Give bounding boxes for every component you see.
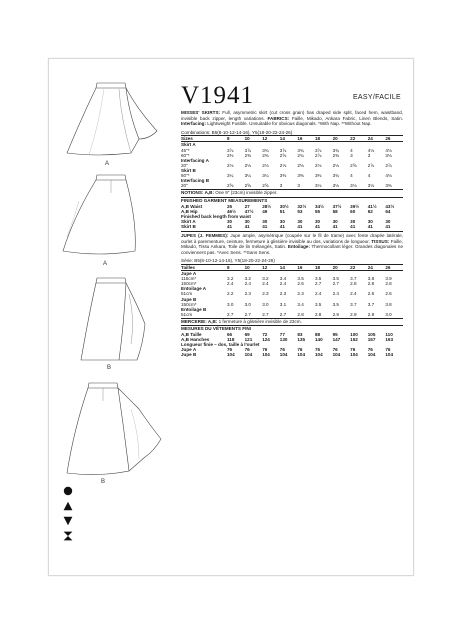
table-cell: 3 xyxy=(279,183,283,189)
table-cell: 62 xyxy=(367,208,373,214)
table-cell: 104 xyxy=(385,352,394,358)
table-cell: 2¾ xyxy=(297,152,304,158)
table-cell: 104 xyxy=(244,352,253,358)
table-cell: 2⅛ xyxy=(244,162,251,168)
table-cell: 118 xyxy=(227,337,235,343)
table-cell: 69 xyxy=(244,332,250,338)
english-yardage-table xyxy=(181,135,403,188)
size-header-cell: 22 xyxy=(350,136,368,142)
row-label: Skirt B xyxy=(181,167,196,173)
table-cell: 76 xyxy=(314,347,321,353)
table-cell: 88 xyxy=(314,332,321,338)
size-header-cell: 16 xyxy=(297,136,315,142)
table-cell: 3⅞ xyxy=(279,147,287,153)
table-cell: 3⅛ xyxy=(314,183,322,189)
table-cell: 76 xyxy=(227,347,233,353)
pattern-info xyxy=(181,83,403,358)
size-header-cell: 18 xyxy=(315,264,333,270)
row-label: Skirt B xyxy=(181,223,196,229)
finished-measurements-heading: MESURES DU VÊTEMENTS FINI xyxy=(181,325,403,332)
table-cell: 41½ xyxy=(367,203,377,209)
table-cell: 104 xyxy=(332,352,341,358)
combinations-line: Combinations: B5(8-10-12-14-16), Y5(18-20-22-24-26) xyxy=(181,129,293,135)
table-cell: 30 xyxy=(332,218,338,224)
table-cell: 104 xyxy=(262,352,270,358)
table-cell: 2.7 xyxy=(332,281,339,287)
triangle-up-icon xyxy=(63,501,73,511)
table-cell: 3.9 xyxy=(385,276,392,282)
table-cell: 3.1 xyxy=(279,301,287,307)
table-cell: 104 xyxy=(279,352,288,358)
row-label: Interfacing A xyxy=(181,157,209,163)
table-cell: 2.6 xyxy=(385,291,392,297)
table-cell: 2⅛ xyxy=(227,162,234,168)
row-label: Entoilage A xyxy=(181,286,207,292)
table-cell: 3⅞ xyxy=(314,147,322,153)
table-cell: 3⅞ xyxy=(244,147,251,153)
table-cell: 58 xyxy=(332,208,338,214)
figure-label: B xyxy=(107,365,112,371)
table-cell: 2.7 xyxy=(244,311,251,317)
interfacing-lead: Entoilage: xyxy=(287,244,311,250)
table-cell: 3⅞ xyxy=(227,147,234,153)
table-cell: 30 xyxy=(385,218,391,224)
table-cell: 26 xyxy=(227,203,233,209)
table-cell: 140 xyxy=(314,337,323,343)
table-cell: 2.3 xyxy=(244,291,251,297)
table-cell: 3.2 xyxy=(227,276,234,282)
table-cell: 53 xyxy=(297,208,303,214)
table-cell: 3⅛ xyxy=(350,183,357,189)
table-cell: 2⅞ xyxy=(314,152,322,158)
table-cell: 3⅛ xyxy=(367,183,375,189)
fabrics-lead: TISSUS: xyxy=(371,238,390,244)
table-cell: 3.0 xyxy=(385,311,392,317)
table-cell: 2⅜ xyxy=(227,152,234,158)
table-row xyxy=(181,352,403,357)
row-label: 51cm xyxy=(181,311,193,317)
table-cell: 2.8 xyxy=(314,311,322,317)
table-cell: 30 xyxy=(244,218,250,224)
table-cell: 27 xyxy=(244,203,250,209)
table-cell: 3⅜ xyxy=(279,173,287,179)
table-cell: 3.2 xyxy=(244,276,251,282)
table-cell: 4⅛ xyxy=(385,173,392,179)
french-finished-table xyxy=(181,332,403,357)
row-label: 51cm xyxy=(181,291,193,297)
table-cell: 2⅝ xyxy=(227,183,234,189)
table-cell: 3⅜ xyxy=(385,183,392,189)
table-cell: 2⅜ xyxy=(332,152,339,158)
table-cell: 76 xyxy=(262,347,268,353)
size-header-cell: 24 xyxy=(368,136,386,142)
table-cell: 2.4 xyxy=(350,291,357,297)
table-cell: 76 xyxy=(385,347,391,353)
description-lead: JUPES (J. FEMMES): xyxy=(181,232,229,238)
fabrics-lead: FABRICS: xyxy=(267,115,290,121)
table-cell: 2⅛ xyxy=(279,162,287,168)
table-cell: 41 xyxy=(350,223,356,229)
row-label: Skirt A xyxy=(181,142,196,148)
french-notions xyxy=(181,318,403,325)
table-cell: 100 xyxy=(350,332,358,338)
symbol-icons xyxy=(63,486,79,546)
table-cell: 3.5 xyxy=(314,276,322,282)
row-label: 60"* xyxy=(181,173,190,179)
description-body: Full, asymmetric skirt (cut cross grain) has draped side split, faced hem, waistband, invisible back zipper, length variations. xyxy=(181,110,403,121)
table-cell: 130 xyxy=(279,337,288,343)
sizes-label: Tailles xyxy=(181,264,227,270)
row-label: 115cm* xyxy=(181,276,197,282)
table-cell: 2⅝ xyxy=(244,183,251,189)
table-cell: 2.7 xyxy=(314,281,322,287)
table-cell: 2.8 xyxy=(297,311,304,317)
table-cell: 135 xyxy=(297,337,306,343)
table-cell: 72 xyxy=(262,332,268,338)
table-cell: 3¼ xyxy=(227,173,234,179)
size-header-cell: 22 xyxy=(350,264,368,270)
table-cell: 30 xyxy=(350,218,356,224)
table-cell: 104 xyxy=(314,352,323,358)
table-cell: 3.8 xyxy=(367,276,375,282)
row-label: A,B Hanches xyxy=(181,337,210,343)
row-label: Jupe A xyxy=(181,347,197,353)
pattern-envelope-back xyxy=(48,58,414,576)
table-cell: 76 xyxy=(350,347,356,353)
table-cell: 104 xyxy=(367,352,376,358)
table-cell: 2⅝ xyxy=(262,183,269,189)
description-body: Jupe ample, asymétrique (coupée sur le fil de trame) avec fente drapée latérale, ourlet à parementure, ceinture, fermeture à glissière invisible au dos, variations de longueur. xyxy=(181,232,403,244)
table-cell: 2.8 xyxy=(350,281,357,287)
table-cell: 3⅜ xyxy=(314,173,322,179)
table-cell: 2.7 xyxy=(279,311,287,317)
table-cell: 55 xyxy=(314,208,321,214)
table-cell: 163 xyxy=(385,337,394,343)
interfacing-body: Lightweight Fusible. Unsuitable for obvious diagonals. *With Nap. **Without Nap. xyxy=(206,121,372,127)
size-header-cell: 24 xyxy=(368,264,386,270)
table-cell: 41 xyxy=(314,223,321,229)
table-cell: 2.8 xyxy=(367,281,375,287)
table-cell: 3.5 xyxy=(297,276,304,282)
table-cell: 37½ xyxy=(332,203,342,209)
pattern-number: V1941 xyxy=(181,82,255,109)
notions-body: One 9" (23cm) invisible zipper. xyxy=(214,190,278,196)
table-cell: 2.9 xyxy=(332,311,339,317)
table-cell: 3.7 xyxy=(350,301,357,307)
interfacing-lead: Interfacing: xyxy=(181,121,207,127)
row-label: Interfacing B xyxy=(181,178,210,184)
table-cell: 95 xyxy=(332,332,338,338)
table-cell: 3.5 xyxy=(314,301,322,307)
size-header-cell: 14 xyxy=(280,264,298,270)
table-cell: 2⅞ xyxy=(385,162,392,168)
size-header-cell: 26 xyxy=(385,136,403,142)
table-cell: 3.7 xyxy=(350,276,357,282)
table-cell: 104 xyxy=(227,352,235,358)
table-cell: 49 xyxy=(262,208,268,214)
row-label: Jupe B xyxy=(181,296,197,302)
size-header-cell: 26 xyxy=(385,264,403,270)
row-label: 150cm* xyxy=(181,281,197,287)
table-cell: 41 xyxy=(385,223,391,229)
table-cell: 41 xyxy=(367,223,373,229)
table-cell: 3.5 xyxy=(332,276,339,282)
figure-label: B xyxy=(101,479,106,485)
table-cell: 3⅛ xyxy=(332,183,339,189)
table-cell: 3⅛ xyxy=(385,152,392,158)
circle-icon xyxy=(63,486,73,496)
table-cell: 3¼ xyxy=(244,173,251,179)
description-lead: MISSES' SKIRTS: xyxy=(181,110,221,115)
table-cell: 2⅝ xyxy=(350,162,357,168)
figure-label: A xyxy=(105,161,110,167)
table-cell: 2⅛ xyxy=(262,162,269,168)
table-cell: 39½ xyxy=(350,203,360,209)
table-cell: 3¼ xyxy=(262,173,269,179)
table-cell: 66 xyxy=(227,332,233,338)
figure-label: A xyxy=(103,261,108,267)
table-cell: 4⅛ xyxy=(367,147,375,153)
table-cell: 2.9 xyxy=(350,311,357,317)
table-cell: 152 xyxy=(350,337,358,343)
row-label: Skirt A xyxy=(181,218,196,224)
table-cell: 3¾ xyxy=(297,147,304,153)
size-header-cell: 20 xyxy=(333,136,351,142)
row-label: A,B Taille xyxy=(181,332,202,338)
table-cell: 4 xyxy=(350,173,353,179)
fabrics-body: Faille, Mikado, Ankara Fabric, Linen Blends, Satin. xyxy=(289,115,403,121)
table-cell: 2.8 xyxy=(385,281,392,287)
table-cell: 46½ xyxy=(227,208,236,214)
table-cell: 34½ xyxy=(314,203,324,209)
table-cell: 4 xyxy=(367,173,371,179)
size-header-cell: 10 xyxy=(245,136,263,142)
skirt-b-front-drawing xyxy=(59,274,169,364)
table-cell: 76 xyxy=(367,347,373,353)
table-cell: 2⅞ xyxy=(367,162,375,168)
size-header-cell: 18 xyxy=(315,136,333,142)
table-cell: 4 xyxy=(350,147,353,153)
table-cell: 2.6 xyxy=(367,291,375,297)
difficulty-label: EASY/FACILE xyxy=(352,94,401,101)
table-cell: 77 xyxy=(279,332,285,338)
table-row xyxy=(181,183,403,188)
table-row xyxy=(181,224,403,229)
table-cell: 3.8 xyxy=(385,301,392,307)
table-cell: 41 xyxy=(227,223,233,229)
table-cell: 30 xyxy=(227,218,233,224)
row-label: A,B Hip xyxy=(181,208,198,214)
table-cell: 4⅛ xyxy=(385,147,392,153)
table-cell: 124 xyxy=(262,337,270,343)
table-cell: 121 xyxy=(244,337,253,343)
table-cell: 3¾ xyxy=(262,147,269,153)
row-label: Jupe A xyxy=(181,271,197,277)
french-description xyxy=(181,231,403,255)
table-cell: 3.4 xyxy=(297,301,304,307)
series-line: Série: B5(8-10-12-14-16), Y5(18-20-22-24-26) xyxy=(181,258,275,264)
row-label: Longueur finie – dos, taille à l'ourlet xyxy=(181,342,260,348)
size-header-cell: 8 xyxy=(227,136,245,142)
table-cell: 32½ xyxy=(297,203,307,209)
table-cell: 3.5 xyxy=(332,301,339,307)
row-label: 150cm* xyxy=(181,301,197,307)
row-label: Jupe B xyxy=(181,352,197,358)
table-cell: 30 xyxy=(262,218,268,224)
table-cell: 41 xyxy=(244,223,250,229)
table-cell: 105 xyxy=(367,332,376,338)
table-cell: 3.0 xyxy=(262,301,269,307)
table-cell: 2.4 xyxy=(227,281,234,287)
size-header-cell: 8 xyxy=(227,264,245,270)
table-cell: 30½ xyxy=(279,203,289,209)
table-cell: 3¾ xyxy=(332,173,339,179)
table-cell: 2.4 xyxy=(314,291,322,297)
table-cell: 64 xyxy=(385,208,391,214)
table-cell: 76 xyxy=(332,347,338,353)
table-cell: 30 xyxy=(367,218,373,224)
row-label: 45"* xyxy=(181,147,190,153)
table-cell: 2.4 xyxy=(244,281,251,287)
table-cell: 3¾ xyxy=(332,147,339,153)
table-cell: 3.7 xyxy=(367,301,375,307)
table-cell: 43½ xyxy=(385,203,395,209)
table-cell: 3 xyxy=(367,152,371,158)
row-label: 20" xyxy=(181,183,188,189)
size-header-cell: 12 xyxy=(262,264,280,270)
hourglass-icon xyxy=(63,531,73,541)
english-finished-table xyxy=(181,204,403,229)
french-yardage-table xyxy=(181,264,403,317)
table-cell: 51 xyxy=(279,208,285,214)
finished-measurements-heading: FINISHED GARMENT MEASUREMENTS xyxy=(181,197,403,204)
table-cell: 147 xyxy=(332,337,341,343)
table-cell: 2.3 xyxy=(279,291,287,297)
row-label: 60"* xyxy=(181,152,190,158)
table-cell: 2.9 xyxy=(367,311,375,317)
table-cell: 2⅜ xyxy=(244,152,251,158)
size-header-cell: 14 xyxy=(280,136,298,142)
table-cell: 41 xyxy=(262,223,268,229)
table-cell: 3 xyxy=(297,183,300,189)
table-cell: 76 xyxy=(244,347,250,353)
table-cell: 2.2 xyxy=(227,291,234,297)
size-header-cell: 20 xyxy=(333,264,351,270)
table-cell: 2.6 xyxy=(297,281,304,287)
interfacing-body: Thermocollant léger. Grandes diagonales ne conviennent pas. *Avec Sens. **Sans Sens. xyxy=(181,244,403,255)
table-cell: 2⅛ xyxy=(297,162,304,168)
notions-lead: NOTIONS: A,B: xyxy=(181,190,215,196)
size-header-cell: 12 xyxy=(262,136,280,142)
table-cell: 157 xyxy=(367,337,376,343)
table-cell: 83 xyxy=(297,332,303,338)
table-cell: 76 xyxy=(297,347,303,353)
triangle-down-icon xyxy=(63,516,73,526)
table-cell: 2.3 xyxy=(262,291,269,297)
table-cell: 2⅛ xyxy=(332,162,339,168)
english-description xyxy=(181,110,403,127)
row-label: 20" xyxy=(181,162,188,168)
fabrics-body: Faille, Mikado, Tissu Ankara, Toile de lin mélangés, Satin. xyxy=(181,238,403,250)
english-notions xyxy=(181,189,403,196)
table-cell: 2⅜ xyxy=(262,152,269,158)
size-header-cell: 10 xyxy=(245,264,263,270)
table-cell: 2⅛ xyxy=(314,162,322,168)
table-cell: 2.4 xyxy=(332,291,339,297)
table-cell: 60 xyxy=(350,208,356,214)
table-cell: 47½ xyxy=(244,208,254,214)
table-cell: 3.0 xyxy=(227,301,234,307)
table-cell: 3.0 xyxy=(244,301,251,307)
table-cell: 3.4 xyxy=(279,276,287,282)
notions-lead: MERCERIE: A,B: xyxy=(181,318,218,324)
table-cell: 30 xyxy=(297,218,303,224)
table-cell: 30 xyxy=(314,218,321,224)
table-cell: 2.4 xyxy=(279,281,287,287)
table-cell: 30 xyxy=(279,218,285,224)
table-cell: 104 xyxy=(297,352,306,358)
table-cell: 2.7 xyxy=(262,311,269,317)
row-label: Entoilage B xyxy=(181,306,207,312)
table-cell: 3 xyxy=(350,152,353,158)
skirt-a-front-drawing xyxy=(59,79,169,159)
table-cell: 2.4 xyxy=(262,281,269,287)
table-cell: 41 xyxy=(332,223,338,229)
table-cell: 28½ xyxy=(262,203,272,209)
table-cell: 41 xyxy=(279,223,285,229)
table-cell: 2⅝ xyxy=(279,152,287,158)
table-cell: 41 xyxy=(297,223,303,229)
sizes-label: Sizes xyxy=(181,136,227,142)
row-label: A,B Waist xyxy=(181,203,203,209)
table-cell: 3⅜ xyxy=(297,173,304,179)
table-row xyxy=(181,312,403,317)
row-label: Finished back length from waist xyxy=(181,213,251,219)
skirt-b-back-drawing xyxy=(59,379,169,479)
table-cell: 76 xyxy=(279,347,285,353)
table-cell: 2.3 xyxy=(297,291,304,297)
table-cell: 2.7 xyxy=(227,311,234,317)
skirt-a-back-drawing xyxy=(59,171,169,259)
size-header-cell: 16 xyxy=(297,264,315,270)
table-cell: 110 xyxy=(385,332,393,338)
table-cell: 3.2 xyxy=(262,276,269,282)
notions-body: 1 fermeture à glissière invisible de 23cm. xyxy=(217,318,302,324)
table-cell: 104 xyxy=(350,352,358,358)
